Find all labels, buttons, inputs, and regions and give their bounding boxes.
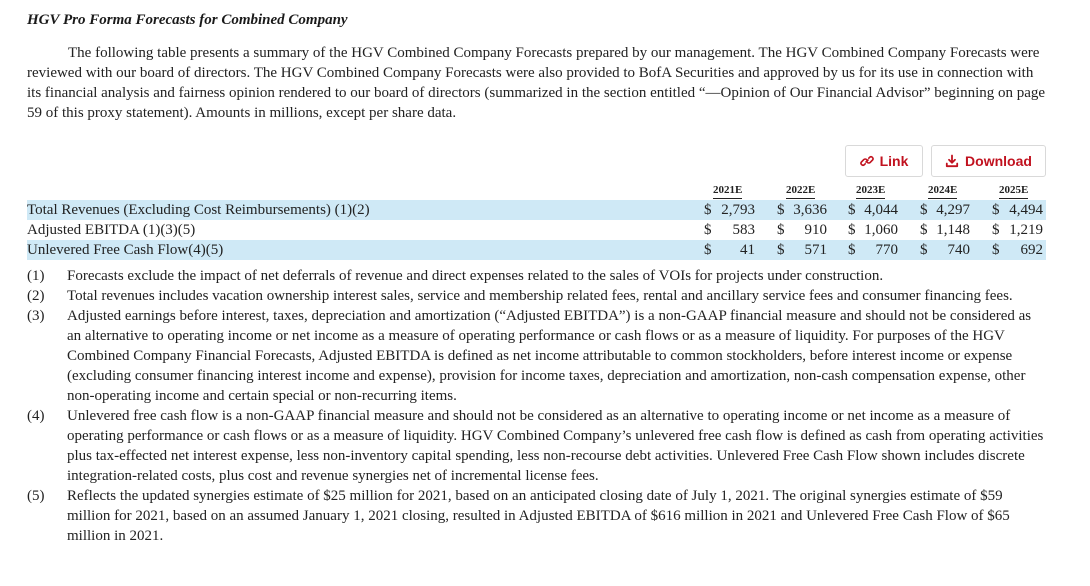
footnote-marker: (2) (27, 288, 45, 304)
footnote-text: Reflects the updated synergies estimate of $25 million for 2021, based on an anticipated closing date of July 1, 2021. The original synergies estimate of $59 million for 2021, based on an assumed January 1, 2021 closing, resulted in Adjusted EBITDA of $616 million in 2021 and Unlevered Free Cash Flow of $65 million in 2021. (67, 488, 1010, 544)
year-header: 2022E (786, 183, 815, 199)
row-label: Total Revenues (Excluding Cost Reimbursements) (1)(2) (27, 202, 370, 218)
footnote-marker: (5) (27, 488, 45, 504)
cell-value: 571 (804, 242, 827, 258)
cell-value: 41 (740, 242, 755, 258)
link-button-label: Link (879, 153, 909, 169)
cell-value: 1,219 (1009, 222, 1043, 238)
cell-value: 4,494 (1009, 202, 1043, 218)
cell-value: 583 (732, 222, 755, 238)
year-header: 2025E (999, 183, 1028, 199)
download-icon (945, 154, 959, 168)
cell-value: 1,148 (936, 222, 970, 238)
footnote (27, 306, 1047, 406)
currency-symbol: $ (704, 242, 712, 258)
currency-symbol: $ (848, 222, 856, 238)
table-row-unlevered-fcf (27, 240, 1046, 260)
footnote-text: Adjusted earnings before interest, taxes, depreciation and amortization (“Adjusted EBITDA”) is a non-GAAP financial measure and should not be considered as an alternative to operating income or net income as a measure of operating performance or cash flows or as a measure of liquidity. For purposes of the HGV Combined Company Financial Forecasts, Adjusted EBITDA is defined as net income attributable to common stockholders, before interest income or expense (excluding consumer financing interest income and expense), provision for income taxes, depreciation and amortization, non-cash compensation expense, other non-operating income and certain special or non-recurring items. (67, 308, 1032, 404)
row-label: Adjusted EBITDA (1)(3)(5) (27, 222, 196, 238)
currency-symbol: $ (704, 202, 712, 218)
table-header-row (27, 183, 1046, 200)
cell-value: 770 (875, 242, 898, 258)
currency-symbol: $ (777, 222, 785, 238)
currency-symbol: $ (848, 242, 856, 258)
intro-paragraph: The following table presents a summary of the HGV Combined Company Forecasts prepared by our management. The HGV Combined Company Forecasts were reviewed with our board of directors. The HGV Combined Company Forecasts were also provided to BofA Securities and approved by us for its use in connection with its financial analysis and fairness opinion rendered to our board of directors (summarized in the section entitled “—Opinion of Our Financial Advisor” beginning on page 59 of this proxy statement). Amounts in millions, except per share data. (27, 45, 1046, 121)
currency-symbol: $ (777, 242, 785, 258)
cell-value: 2,793 (721, 202, 755, 218)
year-header: 2023E (856, 183, 885, 199)
cell-value: 910 (804, 222, 827, 238)
currency-symbol: $ (920, 222, 928, 238)
currency-symbol: $ (777, 202, 785, 218)
cell-value: 740 (947, 242, 970, 258)
cell-value: 4,044 (864, 202, 898, 218)
currency-symbol: $ (992, 242, 1000, 258)
footnote-text: Unlevered free cash flow is a non-GAAP financial measure and should not be considered as an alternative to operating income or net income as a measure of operating performance or cash flows or as a measure of liquidity. HGV Combined Company’s unlevered free cash flow is defined as cash from operating activities plus tax-effected net interest expense, less non-inventory capital spending, less non-recourse debt activities. Unlevered Free Cash Flow shown includes discrete integration-related costs, plus cost and revenue synergies net of incremental license fees. (67, 408, 1044, 484)
link-icon (860, 154, 874, 168)
table-row-adjusted-ebitda (27, 220, 1046, 240)
download-button[interactable] (931, 145, 1046, 177)
currency-symbol: $ (920, 202, 928, 218)
cell-value: 4,297 (936, 202, 970, 218)
table-row-total-revenues (27, 200, 1046, 220)
footnote (27, 406, 1047, 486)
footnote (27, 266, 1047, 286)
footnote-text: Forecasts exclude the impact of net deferrals of revenue and direct expenses related to the sales of VOIs for projects under construction. (67, 268, 884, 284)
download-button-label: Download (965, 153, 1032, 169)
footnotes (27, 266, 1047, 546)
footnote-marker: (4) (27, 408, 45, 424)
forecast-table (27, 183, 1046, 260)
year-header: 2021E (713, 183, 742, 199)
link-button[interactable] (845, 145, 923, 177)
currency-symbol: $ (992, 222, 1000, 238)
document-heading: HGV Pro Forma Forecasts for Combined Company (27, 12, 348, 28)
footnote (27, 486, 1047, 546)
cell-value: 3,636 (793, 202, 827, 218)
footnote-text: Total revenues includes vacation ownership interest sales, service and membership related fees, rental and ancillary service fees and consumer financing fees. (67, 288, 1013, 304)
currency-symbol: $ (920, 242, 928, 258)
cell-value: 1,060 (864, 222, 898, 238)
year-header: 2024E (928, 183, 957, 199)
row-label: Unlevered Free Cash Flow(4)(5) (27, 242, 224, 258)
footnote-marker: (1) (27, 268, 45, 284)
currency-symbol: $ (992, 202, 1000, 218)
footnote-marker: (3) (27, 308, 45, 324)
footnote (27, 286, 1047, 306)
cell-value: 692 (1020, 242, 1043, 258)
currency-symbol: $ (704, 222, 712, 238)
currency-symbol: $ (848, 202, 856, 218)
